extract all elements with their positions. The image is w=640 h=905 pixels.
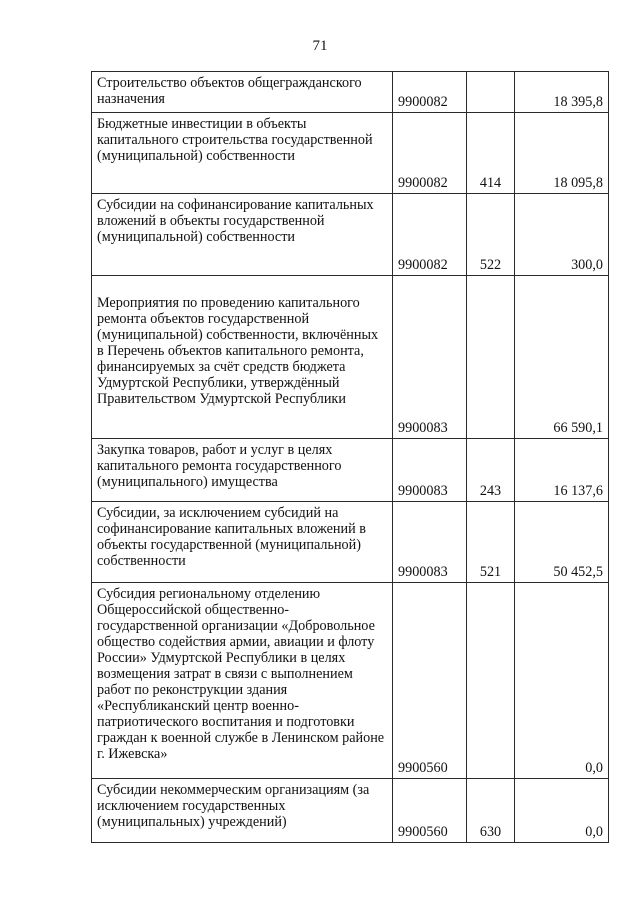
row-expense-type: 243 [467, 439, 515, 502]
row-code: 9900082 [393, 113, 467, 194]
row-name-cell [92, 194, 393, 276]
row-sum: 18 095,8 [515, 113, 609, 194]
table-row [92, 113, 609, 194]
row-sum: 0,0 [515, 583, 609, 779]
row-sum: 66 590,1 [515, 276, 609, 439]
table-row [92, 583, 609, 779]
row-code: 9900560 [393, 779, 467, 843]
row-name: Субсидии на софинансирование капитальных вложений в объекты государственной (муниципальной) собственности [97, 197, 374, 245]
table-row [92, 779, 609, 843]
row-name-cell [92, 276, 393, 439]
row-name-cell [92, 72, 393, 113]
row-sum: 300,0 [515, 194, 609, 276]
budget-table [91, 71, 609, 843]
row-name: Строительство объектов общегражданского назначения [97, 75, 362, 107]
row-spacer [97, 279, 388, 295]
row-expense-type [467, 276, 515, 439]
row-sum: 50 452,5 [515, 502, 609, 583]
row-name-cell [92, 502, 393, 583]
row-name-cell [92, 779, 393, 843]
row-sum: 0,0 [515, 779, 609, 843]
row-code: 9900082 [393, 194, 467, 276]
row-name-cell [92, 113, 393, 194]
row-name: Закупка товаров, работ и услуг в целях капитального ремонта государственного (муниципального) имущества [97, 442, 342, 490]
row-name: Бюджетные инвестиции в объекты капитального строительства государственной (муниципальной) собственности [97, 116, 373, 164]
row-expense-type: 521 [467, 502, 515, 583]
row-name: Субсидии некоммерческим организациям (за исключением государственных (муниципальных) учреждений) [97, 782, 370, 830]
page-number: 71 [312, 38, 328, 54]
table-row [92, 276, 609, 439]
row-sum: 18 395,8 [515, 72, 609, 113]
row-name-cell [92, 439, 393, 502]
row-expense-type: 630 [467, 779, 515, 843]
row-code: 9900083 [393, 276, 467, 439]
row-name-cell [92, 583, 393, 779]
row-sum: 16 137,6 [515, 439, 609, 502]
row-expense-type [467, 72, 515, 113]
row-code: 9900560 [393, 583, 467, 779]
row-expense-type [467, 583, 515, 779]
table-row [92, 502, 609, 583]
row-expense-type: 522 [467, 194, 515, 276]
row-code: 9900083 [393, 502, 467, 583]
row-expense-type: 414 [467, 113, 515, 194]
row-name: Субсидия региональному отделению Общероссийской общественно-государственной организации «Добровольное общество содействия армии, авиации и флоту России» Удмуртской Республики в целях возмещения затрат в связи с выполнением работ по реконструкции здания «Республиканский центр военно-патриотического воспитания и подготовки граждан к военной службе в Ленинском районе г. Ижевска» [97, 586, 385, 762]
row-name: Субсидии, за исключением субсидий на софинансирование капитальных вложений в объекты государственной (муниципальной) собственности [97, 505, 366, 569]
table-row [92, 439, 609, 502]
row-code: 9900083 [393, 439, 467, 502]
table-row [92, 72, 609, 113]
row-code: 9900082 [393, 72, 467, 113]
row-name: Мероприятия по проведению капитального ремонта объектов государственной (муниципальной) собственности, включённых в Перечень объектов капитального ремонта, финансируемых за счёт средств бюджета Удмуртской Республики, утверждённый Правительством Удмуртской Республики [97, 295, 379, 407]
table-row [92, 194, 609, 276]
